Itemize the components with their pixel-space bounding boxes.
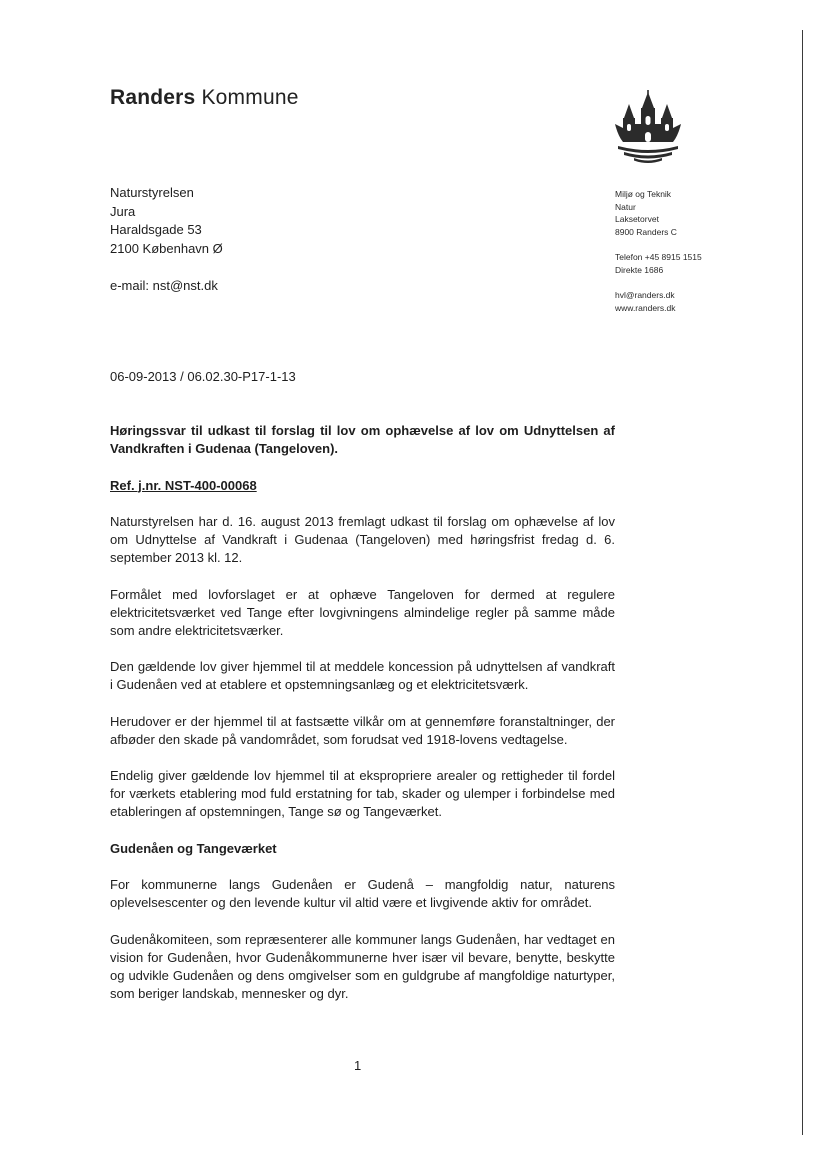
recipient-line: Haraldsgade 53 <box>110 222 202 237</box>
randers-coat-of-arms-icon <box>612 90 684 166</box>
sender-line: Miljø og Teknik <box>615 189 672 199</box>
recipient-address <box>110 184 410 295</box>
sender-email: hvl@randers.dk <box>615 290 675 300</box>
page-number: 1 <box>354 1058 362 1073</box>
recipient-line: Jura <box>110 203 136 219</box>
body-paragraph: Formålet med lovforslaget er at ophæve Tangeloven for dermed at regulere elektricitetsværket ved Tange efter lovgivningens almindelige regler på samme måde som andre elektricitetsværker. <box>110 586 615 638</box>
date-reference: 06-09-2013 / 06.02.30-P17-1-13 <box>110 369 296 384</box>
body-paragraph: For kommunerne langs Gudenåen er Gudenå – mangfoldig natur, naturens oplevelsescenter og den levende kultur vil altid være et livgivende aktiv for området. <box>110 877 615 910</box>
sender-website: www.randers.dk <box>615 302 676 313</box>
sender-direct-phone: Direkte 1686 <box>615 264 664 275</box>
body-paragraph: Endelig giver gældende lov hjemmel til at ekspropriere arealer og rettigheder til fordel for værkets etablering mod fuld erstatning for tab, skader og ulemper i forbindelse med etableringen af opstemningen, Tange sø og Tangeværket. <box>110 768 615 819</box>
section-heading: Gudenåen og Tangeværket <box>110 840 277 856</box>
letter-body <box>110 422 615 1021</box>
organization-name-bold: Randers <box>110 86 196 109</box>
organization-name <box>110 86 299 110</box>
letter-reference-number: Ref. j.nr. NST-400-00068 <box>110 477 257 493</box>
organization-name-rest: Kommune <box>195 86 299 109</box>
recipient-email: e-mail: nst@nst.dk <box>110 277 218 293</box>
sender-phone: Telefon +45 8915 1515 <box>615 252 702 262</box>
page-edge-line <box>802 30 803 1135</box>
body-paragraph: Den gældende lov giver hjemmel til at meddele koncession på udnyttelsen af vandkraft i Gudenåen ved at etablere et opstemningsanlæg og et elektricitetsværk. <box>110 659 615 692</box>
sender-info <box>615 188 765 314</box>
recipient-line: 2100 København Ø <box>110 240 223 256</box>
letter-subject: Høringssvar til udkast til forslag til lov om ophævelse af lov om Udnyttelsen af Vandkraften i Gudenaa (Tangeloven). <box>110 423 615 456</box>
sender-line: 8900 Randers C <box>615 226 677 237</box>
body-paragraph: Gudenåkomiteen, som repræsenterer alle kommuner langs Gudenåen, har vedtaget en vision for Gudenåen, hvor Gudenåkommunerne hver især vil bevare, benytte, beskytte og udvikle Gudenåen og dens omgivelser som en guldgrube af mangfoldige naturtyper, som beriger landskab, mennesker og dyr. <box>110 931 615 1001</box>
body-paragraph: Naturstyrelsen har d. 16. august 2013 fremlagt udkast til forslag om ophævelse af lov om Udnyttelse af Vandkraft i Gudenaa (Tangeloven) med høringsfrist fredag d. 6. september 2013 kl. 12. <box>110 514 615 565</box>
sender-line: Laksetorvet <box>615 214 659 224</box>
sender-line: Natur <box>615 201 636 212</box>
body-paragraph: Herudover er der hjemmel til at fastsætte vilkår om at gennemføre foranstaltninger, der afbøder den skade på vandområdet, som forudsat ved 1918-lovens vedtagelse. <box>110 713 615 747</box>
recipient-line: Naturstyrelsen <box>110 185 194 200</box>
